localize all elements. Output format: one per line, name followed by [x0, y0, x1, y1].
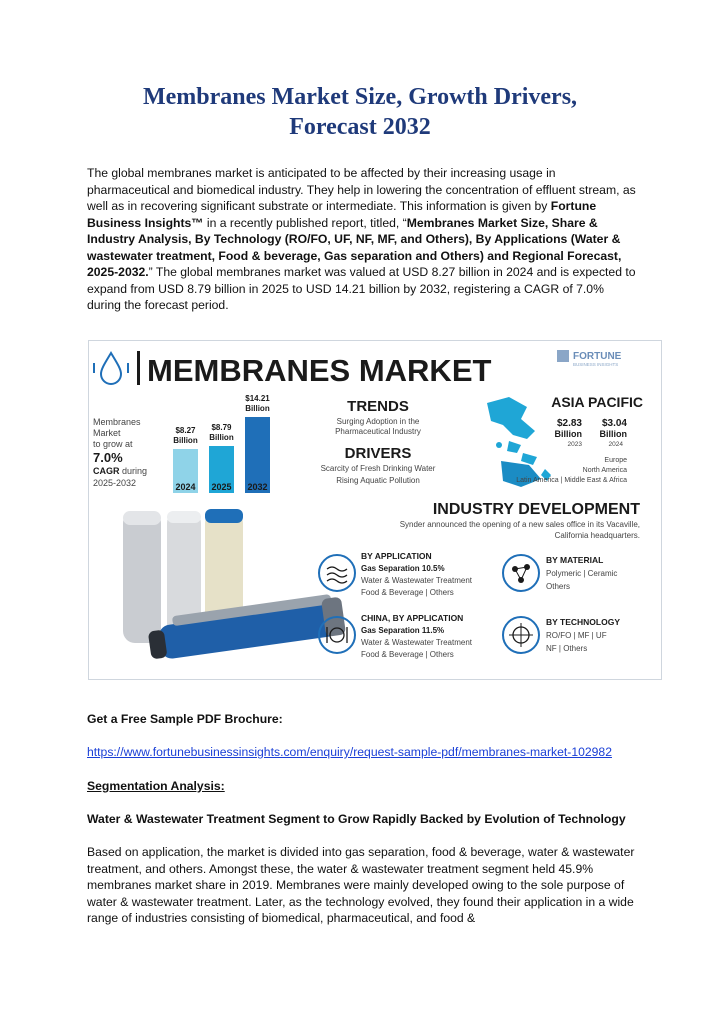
bar-year-label: 2025: [211, 482, 232, 492]
header-divider: [137, 351, 140, 385]
industry-title: INDUSTRY DEVELOPMENT: [432, 501, 640, 518]
membrane-cartridges-illustration: [123, 509, 346, 661]
brochure-heading: Get a Free Sample PDF Brochure:: [87, 712, 283, 726]
bar-year-label: 2024: [175, 482, 196, 492]
svg-text:BUSINESS INSIGHTS: BUSINESS INSIGHTS: [573, 362, 619, 367]
bar-year-label: 2032: [247, 482, 268, 492]
cagr-value: 7.0%: [93, 450, 123, 465]
infographic: [88, 340, 662, 680]
drivers-line-1: Scarcity of Fresh Drinking Water: [320, 464, 436, 473]
segmentation-heading: Segmentation Analysis:: [87, 779, 225, 793]
intro-bold-report: Membranes Market Size, Share & Industry Analysis, By Technology (RO/FO, UF, NF, MF, and Others), By Applications (Water & wastewater treatment, Food & beverage, Gas separation and Others) and Regional Forecast, 2025-2032.: [87, 215, 622, 279]
material-title: BY MATERIAL: [546, 555, 604, 565]
trends-title: TRENDS: [347, 398, 409, 415]
asia-value-2: $3.04: [601, 418, 627, 429]
droplet-icon: [93, 353, 129, 384]
bar-unit-label: Billion: [173, 436, 198, 445]
industry-line-2: California headquarters.: [554, 531, 640, 540]
fortune-logo: [557, 350, 622, 367]
china-line-3: Food & Beverage | Others: [361, 650, 454, 659]
page-title: [60, 82, 660, 142]
water-segment-heading: Water & Wastewater Treatment Segment to Grow Rapidly Backed by Evolution of Technology: [87, 812, 626, 826]
trends-line-2: Pharmaceutical Industry: [335, 427, 421, 436]
region-north-america: North America: [582, 467, 627, 474]
growth-line-1: Membranes: [93, 417, 141, 427]
trends-line-1: Surging Adoption in the: [336, 417, 420, 426]
drivers-line-2: Rising Aquatic Pollution: [336, 476, 420, 485]
intro-text-2: in a recently published report, titled, “: [203, 215, 407, 230]
bar-value-label: $8.79: [211, 423, 232, 432]
material-line-1: Polymeric | Ceramic: [546, 569, 618, 578]
brochure-link[interactable]: https://www.fortunebusinessinsights.com/enquiry/request-sample-pdf/membranes-market-102982: [87, 745, 612, 759]
application-title: BY APPLICATION: [361, 551, 432, 561]
application-line-1: Gas Separation 10.5%: [361, 564, 445, 573]
material-line-2: Others: [546, 582, 571, 591]
application-icon: [319, 555, 355, 591]
china-line-2: Water & Wastewater Treatment: [361, 638, 472, 647]
title-line-1: Membranes Market Size, Growth Drivers,: [142, 84, 578, 110]
asia-year-2: 2024: [608, 441, 623, 448]
application-line-3: Food & Beverage | Others: [361, 588, 454, 597]
asia-value-1-unit: Billion: [554, 429, 582, 439]
bar-value-label: $14.21: [245, 394, 270, 403]
growth-line-2: Market: [93, 428, 121, 438]
asia-title: ASIA PACIFIC: [551, 394, 643, 410]
application-line-2: Water & Wastewater Treatment: [361, 576, 472, 585]
infographic-header: MEMBRANES MARKET: [147, 353, 492, 388]
bar-unit-label: Billion: [209, 433, 234, 442]
china-title: CHINA, BY APPLICATION: [361, 613, 464, 623]
bar-value-label: $8.27: [175, 426, 196, 435]
intro-bold-brand: Fortune Business Insights™: [87, 199, 597, 230]
region-rest: Latin America | Middle East & Africa: [516, 477, 627, 484]
material-icon: [503, 555, 539, 591]
growth-line-4: CAGR during: [93, 466, 148, 476]
segmentation-paragraph: Based on application, the market is divided into gas separation, food & beverage, water & wastewater treatment, and others. Amongst these, the water & wastewater treatment segment held 45.9% membranes market share in 2019. Membranes were mainly developed owing to the sole purpose of water & wastewater treatment. Later, as the technology evolved, they found their application in a wide range of industries consisting of biomedical, pharmaceutical, and food &: [87, 845, 635, 925]
asia-year-1: 2023: [567, 441, 582, 448]
market-bar-chart: [173, 394, 270, 493]
technology-title: BY TECHNOLOGY: [546, 617, 620, 627]
growth-line-5: 2025-2032: [93, 478, 137, 488]
intro-text-3: ” The global membranes market was valued at USD 8.27 billion in 2024 and is expected to expand from USD 8.79 billion in 2025 to USD 14.21 billion by 2032, registering a CAGR of 7.0% during the forecast period.: [87, 265, 636, 312]
drivers-title: DRIVERS: [344, 445, 412, 462]
title-line-2: Forecast 2032: [289, 114, 431, 140]
asia-value-2-unit: Billion: [599, 429, 627, 439]
technology-line-1: RO/FO | MF | UF: [546, 631, 607, 640]
bar-unit-label: Billion: [245, 404, 270, 413]
region-europe: Europe: [604, 457, 627, 464]
industry-line-1: Synder announced the opening of a new sales office in its Vacaville,: [399, 520, 640, 529]
growth-line-3: to grow at: [93, 439, 133, 449]
svg-text:FORTUNE: FORTUNE: [573, 351, 622, 362]
intro-paragraph: [87, 165, 637, 314]
intro-text-1: The global membranes market is anticipated to be affected by their increasing usage in pharmaceutical and biomedical industry. They help in lowering the concentration of effluent stream, as well as in recovering significant substrate or intermediate. This information is given by: [87, 166, 636, 213]
technology-icon: [503, 617, 539, 653]
asia-value-1: $2.83: [556, 418, 582, 429]
technology-line-2: NF | Others: [546, 644, 588, 653]
china-line-1: Gas Separation 11.5%: [361, 626, 445, 635]
asia-pacific-map: [487, 397, 551, 487]
